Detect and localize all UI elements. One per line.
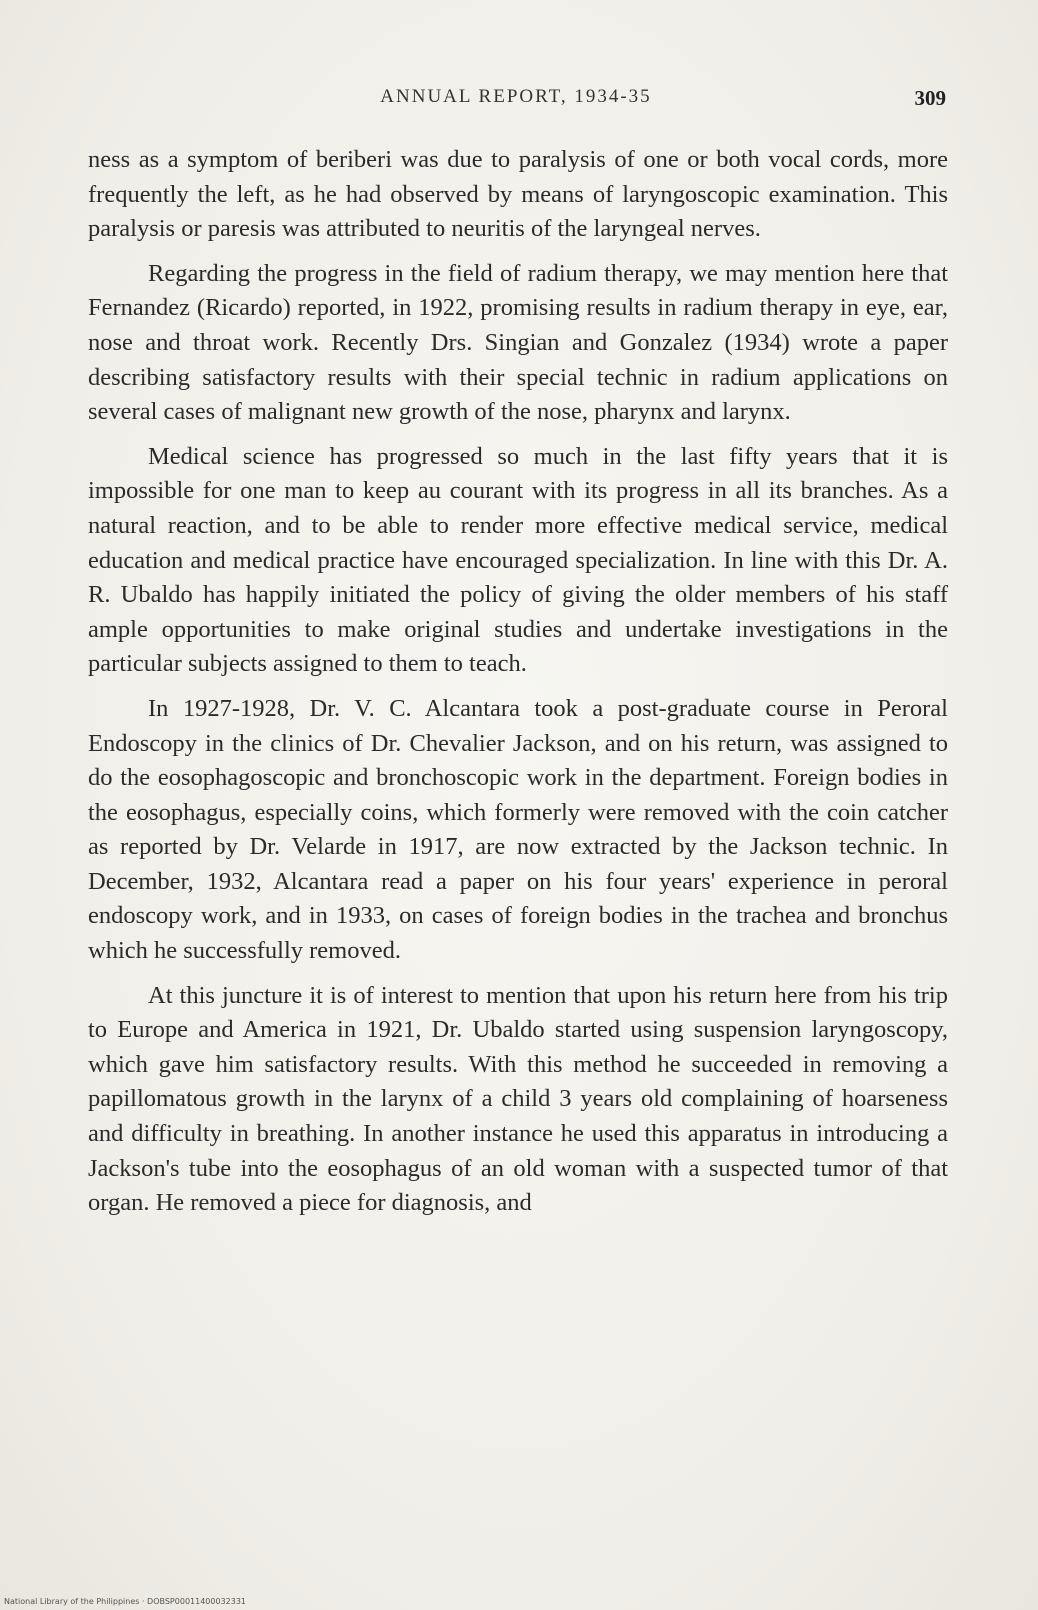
paragraph: In 1927-1928, Dr. V. C. Alcantara took a post-graduate course in Peroral Endoscopy in the clinics of Dr. Chevalier Jackson, and on his return, was assigned to do the eosophagoscopic and bronchoscopic work in the department. Foreign bodies in the eosophagus, especially coins, which formerly were removed with the coin catcher as reported by Dr. Velarde in 1917, are now extracted by the Jackson technic. In December, 1932, Alcantara read a paper on his four years' experience in peroral endoscopy work, and in 1933, on cases of foreign bodies in the trachea and bronchus which he successfully removed. [88, 694, 948, 965]
scan-credit: National Library of the Philippines · DOBSP00011400032331 [4, 1597, 247, 1606]
paragraph: At this juncture it is of interest to mention that upon his return here from his trip to Europe and America in 1921, Dr. Ubaldo started using suspension laryngoscopy, which gave him satisfactory results. With this method he succeeded in removing a papillomatous growth in the larynx of a child 3 years old complaining of hoarseness and difficulty in breathing. In another instance he used this apparatus in introducing a Jackson's tube into the eosophagus of an old woman with a suspected tumor of that organ. He removed a piece for diagnosis, and [88, 981, 948, 1217]
page-number: 309 [914, 86, 946, 110]
page-header [86, 86, 946, 116]
running-head: ANNUAL REPORT, 1934-35 [380, 86, 652, 107]
paragraph: ness as a symptom of beriberi was due to paralysis of one or both vocal cords, more frequently the left, as he had observed by means of laryngoscopic examination. This paralysis or paresis was attributed to neuritis of the laryngeal nerves. [88, 146, 948, 243]
body-text [88, 143, 948, 1231]
paragraph: Medical science has progressed so much in the last fifty years that it is impossible for one man to keep au courant with its progress in all its branches. As a natural reaction, and to be able to render more effective medical service, medical education and medical practice have encouraged specialization. In line with this Dr. A. R. Ubaldo has happily initiated the policy of giving the older members of his staff ample opportunities to make original studies and undertake investigations in the particular subjects assigned to them to teach. [88, 442, 948, 678]
paragraph: Regarding the progress in the field of radium therapy, we may mention here that Fernandez (Ricardo) reported, in 1922, promising results in radium therapy in eye, ear, nose and throat work. Recently Drs. Singian and Gonzalez (1934) wrote a paper describing satisfactory results with their special technic in radium applications on several cases of malignant new growth of the nose, pharynx and larynx. [88, 259, 948, 426]
